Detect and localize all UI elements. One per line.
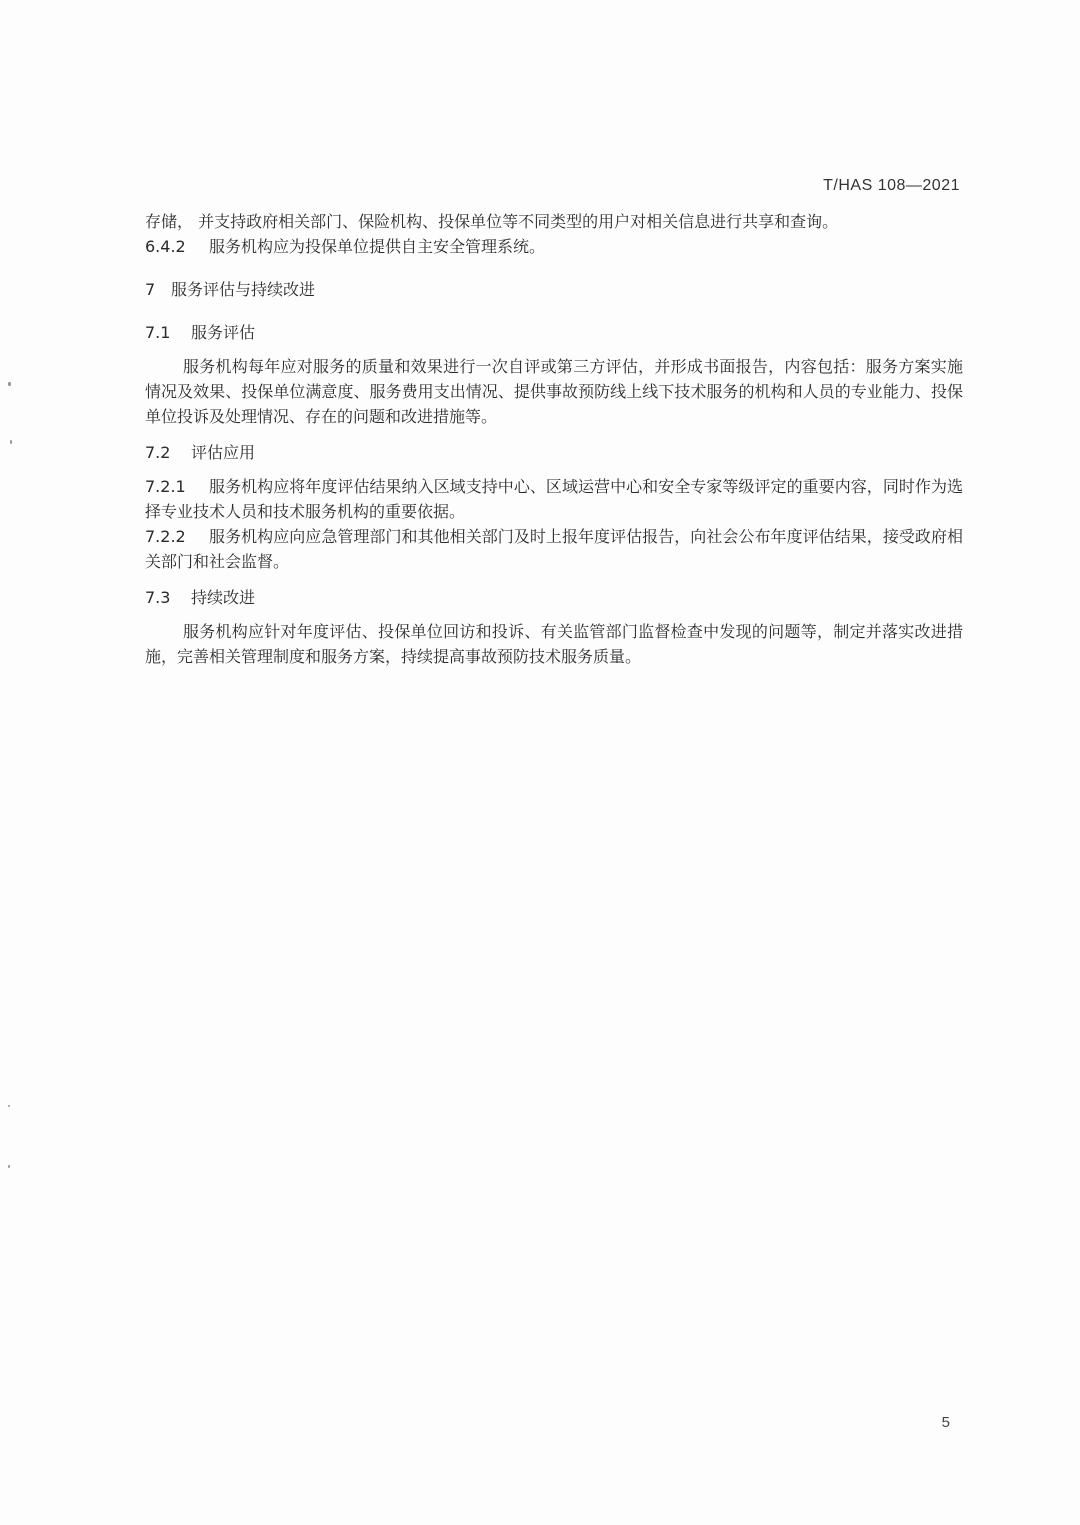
clause-6-4-2 (145, 234, 963, 259)
clause-text: 服务机构应向应急管理部门和其他相关部门及时上报年度评估报告，向社会公布年度评估结果，接受政府相关部门和社会监督。 (145, 527, 963, 571)
clause-7-2-2 (145, 524, 963, 574)
section-heading-7-2 (145, 440, 963, 465)
clause-number: 7.2.2 (145, 527, 186, 546)
section-number: 7 (145, 280, 156, 299)
scan-mark (8, 1165, 10, 1168)
section-title: 持续改进 (191, 588, 256, 607)
scan-mark (8, 1105, 10, 1107)
section-heading-7 (145, 277, 963, 302)
section-heading-7-3 (145, 585, 963, 610)
section-number: 7.1 (145, 323, 171, 342)
section-title: 评估应用 (191, 443, 256, 462)
section-number: 7.3 (145, 588, 171, 607)
scan-mark (10, 440, 12, 444)
section-title: 服务评估 (191, 323, 256, 342)
clause-7-2-1 (145, 474, 963, 524)
clause-text: 服务机构应将年度评估结果纳入区域支持中心、区域运营中心和安全专家等级评定的重要内容，同时作为选择专业技术人员和技术服务机构的重要依据。 (145, 477, 963, 521)
section-7-1-paragraph: 服务机构每年应对服务的质量和效果进行一次自评或第三方评估，并形成书面报告，内容包括：服务方案实施情况及效果、投保单位满意度、服务费用支出情况、提供事故预防线上线下技术服务的机构和人员的专业能力、投保单位投诉及处理情况、存在的问题和改进措施等。 (145, 357, 963, 426)
section-title: 服务评估与持续改进 (171, 280, 316, 299)
document-code: T/HAS 108—2021 (823, 177, 960, 194)
page-number: 5 (941, 1414, 950, 1431)
section-7-3-paragraph: 服务机构应针对年度评估、投保单位回访和投诉、有关监管部门监督检查中发现的问题等，制定并落实改进措施，完善相关管理制度和服务方案，持续提高事故预防技术服务质量。 (145, 622, 963, 666)
section-heading-7-1 (145, 320, 963, 345)
clause-text: 服务机构应为投保单位提供自主安全管理系统。 (209, 237, 546, 256)
document-body (145, 209, 963, 669)
scan-mark (8, 382, 11, 386)
continuation-paragraph: 存储， 并支持政府相关部门、保险机构、投保单位等不同类型的用户对相关信息进行共享和查询。 (145, 212, 839, 231)
clause-number: 6.4.2 (145, 237, 186, 256)
clause-number: 7.2.1 (145, 477, 186, 496)
section-number: 7.2 (145, 443, 171, 462)
